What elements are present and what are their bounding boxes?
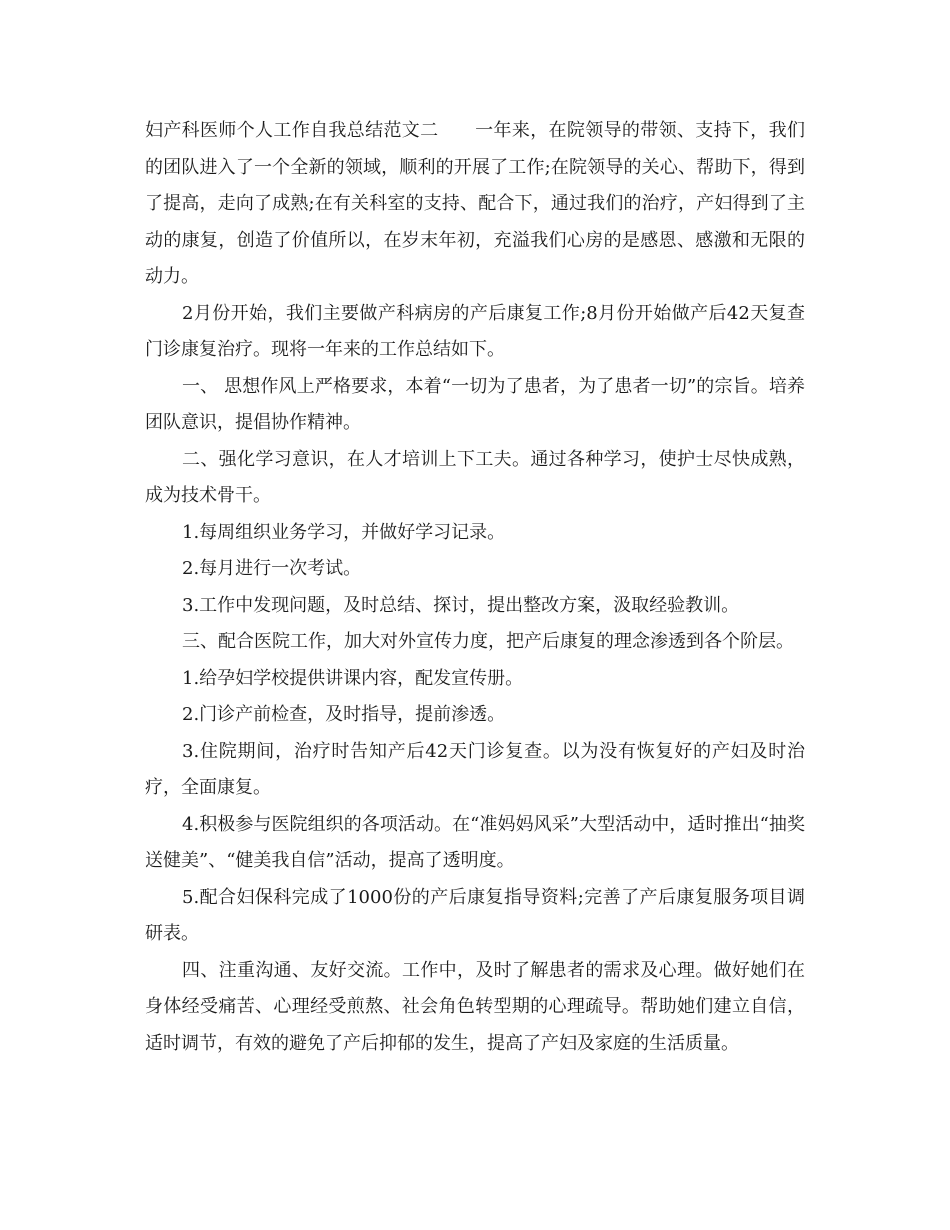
list-item: 1.每周组织业务学习，并做好学习记录。: [182, 521, 506, 543]
section-heading-one: 一、 思想作风上严格要求，本着“一切为了患者，为了患者一切”的宗旨。培养团队意识，提倡协作精神。: [145, 375, 805, 433]
list-item: 2.每月进行一次考试。: [182, 558, 362, 579]
list-item: 2.门诊产前检查，及时指导，提前渗透。: [182, 704, 506, 725]
section-heading-two: 二、强化学习意识，在人才培训上下工夫。通过各种学习，使护士尽快成熟，成为技术骨干。: [145, 448, 805, 506]
list-item: 1.给孕妇学校提供讲课内容，配发宣传册。: [182, 667, 524, 689]
list-item: 3.工作中发现问题，及时总结、探讨，提出整改方案，汲取经验教训。: [182, 594, 740, 616]
list-item: 5.配合妇保科完成了1000份的产后康复指导资料;完善了产后康复服务项目调研表。: [145, 886, 805, 944]
section-heading-four: 四、注重沟通、友好交流。工作中，及时了解患者的需求及心理。做好她们在身体经受痛苦、心理经受煎熬、社会角色转型期的心理疏导。帮助她们建立自信，适时调节，有效的避免了产后抑郁的发生，提高了产妇及家庭的生活质量。: [145, 959, 805, 1054]
paragraph-overview: 2月份开始，我们主要做产科病房的产后康复工作;8月份开始做产后42天复查门诊康复治疗。现将一年来的工作总结如下。: [145, 302, 805, 360]
list-item: 4.积极参与医院组织的各项活动。在“准妈妈风采”大型活动中，适时推出“抽奖送健美”、“健美我自信”活动，提高了透明度。: [145, 813, 805, 871]
list-item: 3.住院期间，治疗时告知产后42天门诊复查。以为没有恢复好的产妇及时治疗，全面康复。: [145, 740, 805, 798]
paragraph-intro: 妇产科医师个人工作自我总结范文二 一年来，在院领导的带领、支持下，我们的团队进入了一个全新的领域，顺利的开展了工作;在院领导的关心、帮助下，得到了提高，走向了成熟;在有关科室的支持、配合下，通过我们的治疗，产妇得到了主动的康复，创造了价值所以，在岁末年初，充溢我们心房的是感恩、感激和无限的动力。: [145, 120, 805, 287]
section-heading-three: 三、配合医院工作，加大对外宣传力度，把产后康复的理念渗透到各个阶层。: [182, 631, 794, 652]
